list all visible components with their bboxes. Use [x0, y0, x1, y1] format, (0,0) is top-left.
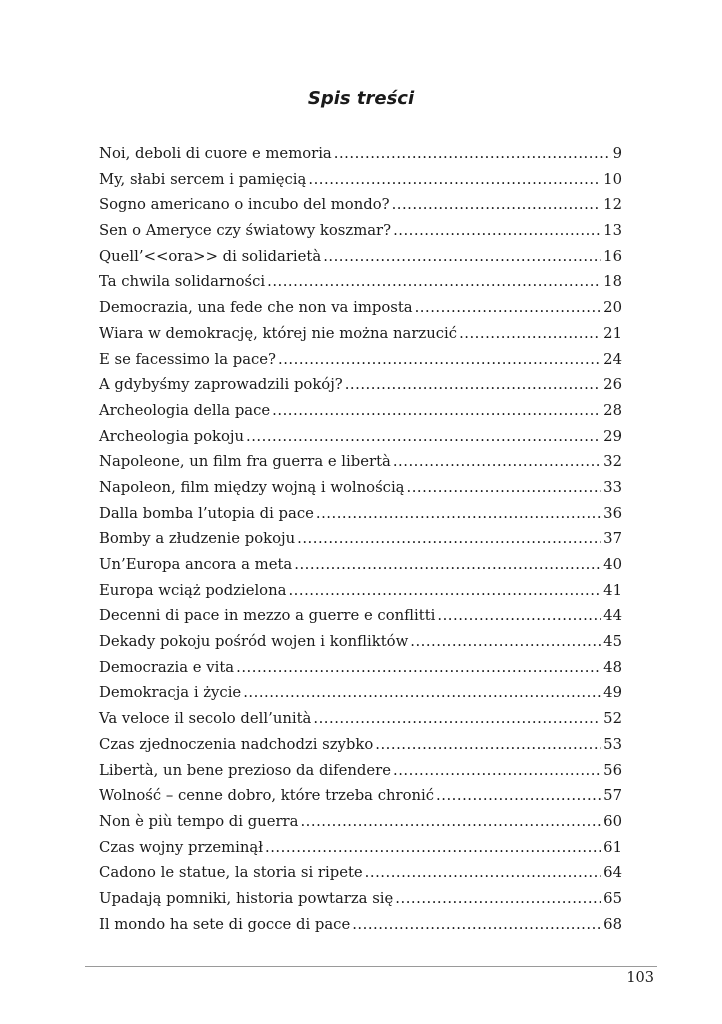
toc-entry-page: 28	[603, 401, 622, 419]
toc-leader-dots	[393, 449, 601, 475]
toc-entry-page: 45	[603, 633, 622, 651]
toc-entry-page: 44	[603, 607, 622, 625]
toc-leader-dots	[265, 835, 601, 861]
table-of-contents	[99, 141, 622, 937]
toc-leader-dots	[365, 860, 601, 886]
toc-entry-page: 29	[603, 427, 622, 445]
toc-leader-dots	[267, 269, 601, 295]
toc-entry	[99, 680, 622, 706]
toc-leader-dots	[392, 192, 602, 218]
toc-leader-dots	[345, 372, 601, 398]
toc-leader-dots	[243, 680, 601, 706]
toc-entry-page: 33	[603, 478, 622, 496]
toc-leader-dots	[323, 244, 601, 270]
toc-entry	[99, 758, 622, 784]
toc-entry	[99, 398, 622, 424]
toc-entry-page: 61	[603, 838, 622, 856]
toc-entry-title: Czas zjednoczenia nadchodzi szybko	[99, 735, 374, 753]
toc-leader-dots	[436, 783, 601, 809]
toc-entry-title: Democrazia, una fede che non va imposta	[99, 299, 413, 317]
toc-leader-dots	[313, 706, 601, 732]
toc-entry	[99, 835, 622, 861]
toc-entry-page: 26	[603, 376, 622, 394]
toc-entry-title: Europa wciąż podzielona	[99, 581, 287, 599]
toc-entry	[99, 706, 622, 732]
toc-entry-page: 57	[603, 787, 622, 805]
toc-leader-dots	[300, 809, 601, 835]
toc-entry-page: 64	[603, 864, 622, 882]
toc-entry	[99, 860, 622, 886]
toc-entry-page: 53	[603, 735, 622, 753]
toc-leader-dots	[393, 218, 601, 244]
toc-entry	[99, 295, 622, 321]
toc-entry-title: Democrazia e vita	[99, 658, 235, 676]
toc-entry-title: Demokracja i życie	[99, 684, 242, 702]
toc-leader-dots	[278, 347, 601, 373]
toc-entry	[99, 347, 622, 373]
toc-entry	[99, 424, 622, 450]
toc-leader-dots	[236, 655, 601, 681]
toc-entry-title: Napoleone, un film fra guerra e libertà	[99, 453, 391, 471]
toc-entry-title: Non è più tempo di guerra	[99, 812, 299, 830]
toc-entry-title: Czas wojny przeminął	[99, 838, 264, 856]
toc-entry-title: Wolność – cenne dobro, które trzeba chronić	[99, 787, 435, 805]
toc-entry-page: 36	[603, 504, 622, 522]
toc-leader-dots	[375, 732, 601, 758]
toc-entry-page: 41	[603, 581, 622, 599]
toc-entry-title: Va veloce il secolo dell’unità	[99, 710, 312, 728]
toc-leader-dots	[459, 321, 601, 347]
toc-entry-title: Cadono le statue, la storia si ripete	[99, 864, 363, 882]
toc-entry-title: My, słabi sercem i pamięcią	[99, 170, 307, 188]
toc-entry	[99, 912, 622, 938]
toc-entry-page: 40	[603, 556, 622, 573]
toc-entry	[99, 629, 622, 655]
toc-entry-title: Dekady pokoju pośród wojen i konfliktów	[99, 633, 409, 651]
toc-entry	[99, 167, 622, 193]
toc-entry	[99, 269, 622, 295]
toc-entry-page: 13	[603, 222, 622, 240]
toc-entry-title: Sogno americano o incubo del mondo?	[99, 196, 390, 214]
toc-entry	[99, 603, 622, 629]
toc-entry-title: Il mondo ha sete di gocce di pace	[99, 915, 351, 933]
toc-entry-page: 24	[603, 350, 622, 368]
toc-entry-title: Archeologia della pace	[99, 401, 271, 419]
toc-leader-dots	[395, 886, 601, 912]
toc-entry-title: Noi, deboli di cuore e memoria	[99, 145, 332, 162]
toc-entry	[99, 501, 622, 527]
toc-entry-title: E se facessimo la pace?	[99, 350, 276, 368]
toc-entry-page: 21	[603, 324, 622, 342]
toc-entry-page: 68	[603, 915, 622, 933]
page-number: 103	[626, 970, 654, 986]
toc-leader-dots	[288, 578, 601, 604]
toc-entry	[99, 886, 622, 912]
toc-entry	[99, 655, 622, 681]
toc-entry-title: Archeologia pokoju	[99, 427, 244, 445]
toc-entry-title: A gdybyśmy zaprowadzili pokój?	[99, 376, 343, 394]
toc-entry-page: 65	[603, 889, 622, 907]
toc-leader-dots	[410, 629, 601, 655]
toc-entry	[99, 449, 622, 475]
toc-entry	[99, 141, 622, 167]
toc-leader-dots	[415, 295, 602, 321]
toc-leader-dots	[334, 141, 611, 167]
toc-entry-title: Libertà, un bene prezioso da difendere	[99, 761, 391, 779]
toc-entry-page: 37	[603, 530, 622, 548]
toc-leader-dots	[297, 526, 601, 552]
toc-leader-dots	[246, 424, 601, 450]
toc-entry	[99, 578, 622, 604]
toc-entry-page: 60	[603, 812, 622, 830]
toc-entry	[99, 732, 622, 758]
toc-leader-dots	[308, 167, 601, 193]
toc-entry	[99, 783, 622, 809]
toc-entry-title: Quell’<<ora>> di solidarietà	[99, 247, 322, 265]
toc-entry-page: 18	[603, 273, 622, 291]
toc-entry-title: Sen o Ameryce czy światowy koszmar?	[99, 222, 392, 240]
toc-entry	[99, 526, 622, 552]
toc-entry	[99, 218, 622, 244]
toc-entry-title: Un’Europa ancora a meta	[99, 556, 293, 573]
toc-entry-page: 16	[603, 247, 622, 265]
toc-leader-dots	[352, 912, 601, 938]
toc-entry	[99, 321, 622, 347]
footer-divider	[85, 966, 657, 967]
toc-entry-page: 12	[603, 196, 622, 214]
toc-entry-title: Dalla bomba l’utopia di pace	[99, 504, 314, 522]
toc-entry-title: Wiara w demokrację, której nie można narzucić	[99, 324, 458, 342]
toc-entry-page: 20	[603, 299, 622, 317]
toc-entry-title: Ta chwila solidarności	[99, 273, 266, 291]
page-title: Spis treści	[307, 88, 415, 109]
toc-leader-dots	[407, 475, 602, 501]
toc-entry-title: Decenni di pace in mezzo a guerre e conflitti	[99, 607, 436, 625]
toc-entry	[99, 244, 622, 270]
toc-entry-page: 10	[603, 170, 622, 188]
toc-entry-title: Napoleon, film między wojną i wolnością	[99, 478, 405, 496]
toc-entry	[99, 192, 622, 218]
toc-entry	[99, 552, 622, 578]
toc-leader-dots	[393, 758, 601, 784]
toc-entry	[99, 809, 622, 835]
toc-entry-page: 52	[603, 710, 622, 728]
toc-entry-page: 48	[603, 658, 622, 676]
toc-entry	[99, 475, 622, 501]
toc-entry-page: 49	[603, 684, 622, 702]
toc-leader-dots	[437, 603, 601, 629]
toc-entry-page: 56	[603, 761, 622, 779]
toc-entry-page: 32	[603, 453, 622, 471]
toc-entry-title: Upadają pomniki, historia powtarza się	[99, 889, 394, 907]
toc-leader-dots	[272, 398, 601, 424]
toc-leader-dots	[316, 501, 601, 527]
toc-leader-dots	[294, 552, 601, 578]
toc-entry	[99, 372, 622, 398]
toc-entry-title: Bomby a złudzenie pokoju	[99, 530, 296, 548]
toc-entry-page: 9	[612, 145, 622, 162]
